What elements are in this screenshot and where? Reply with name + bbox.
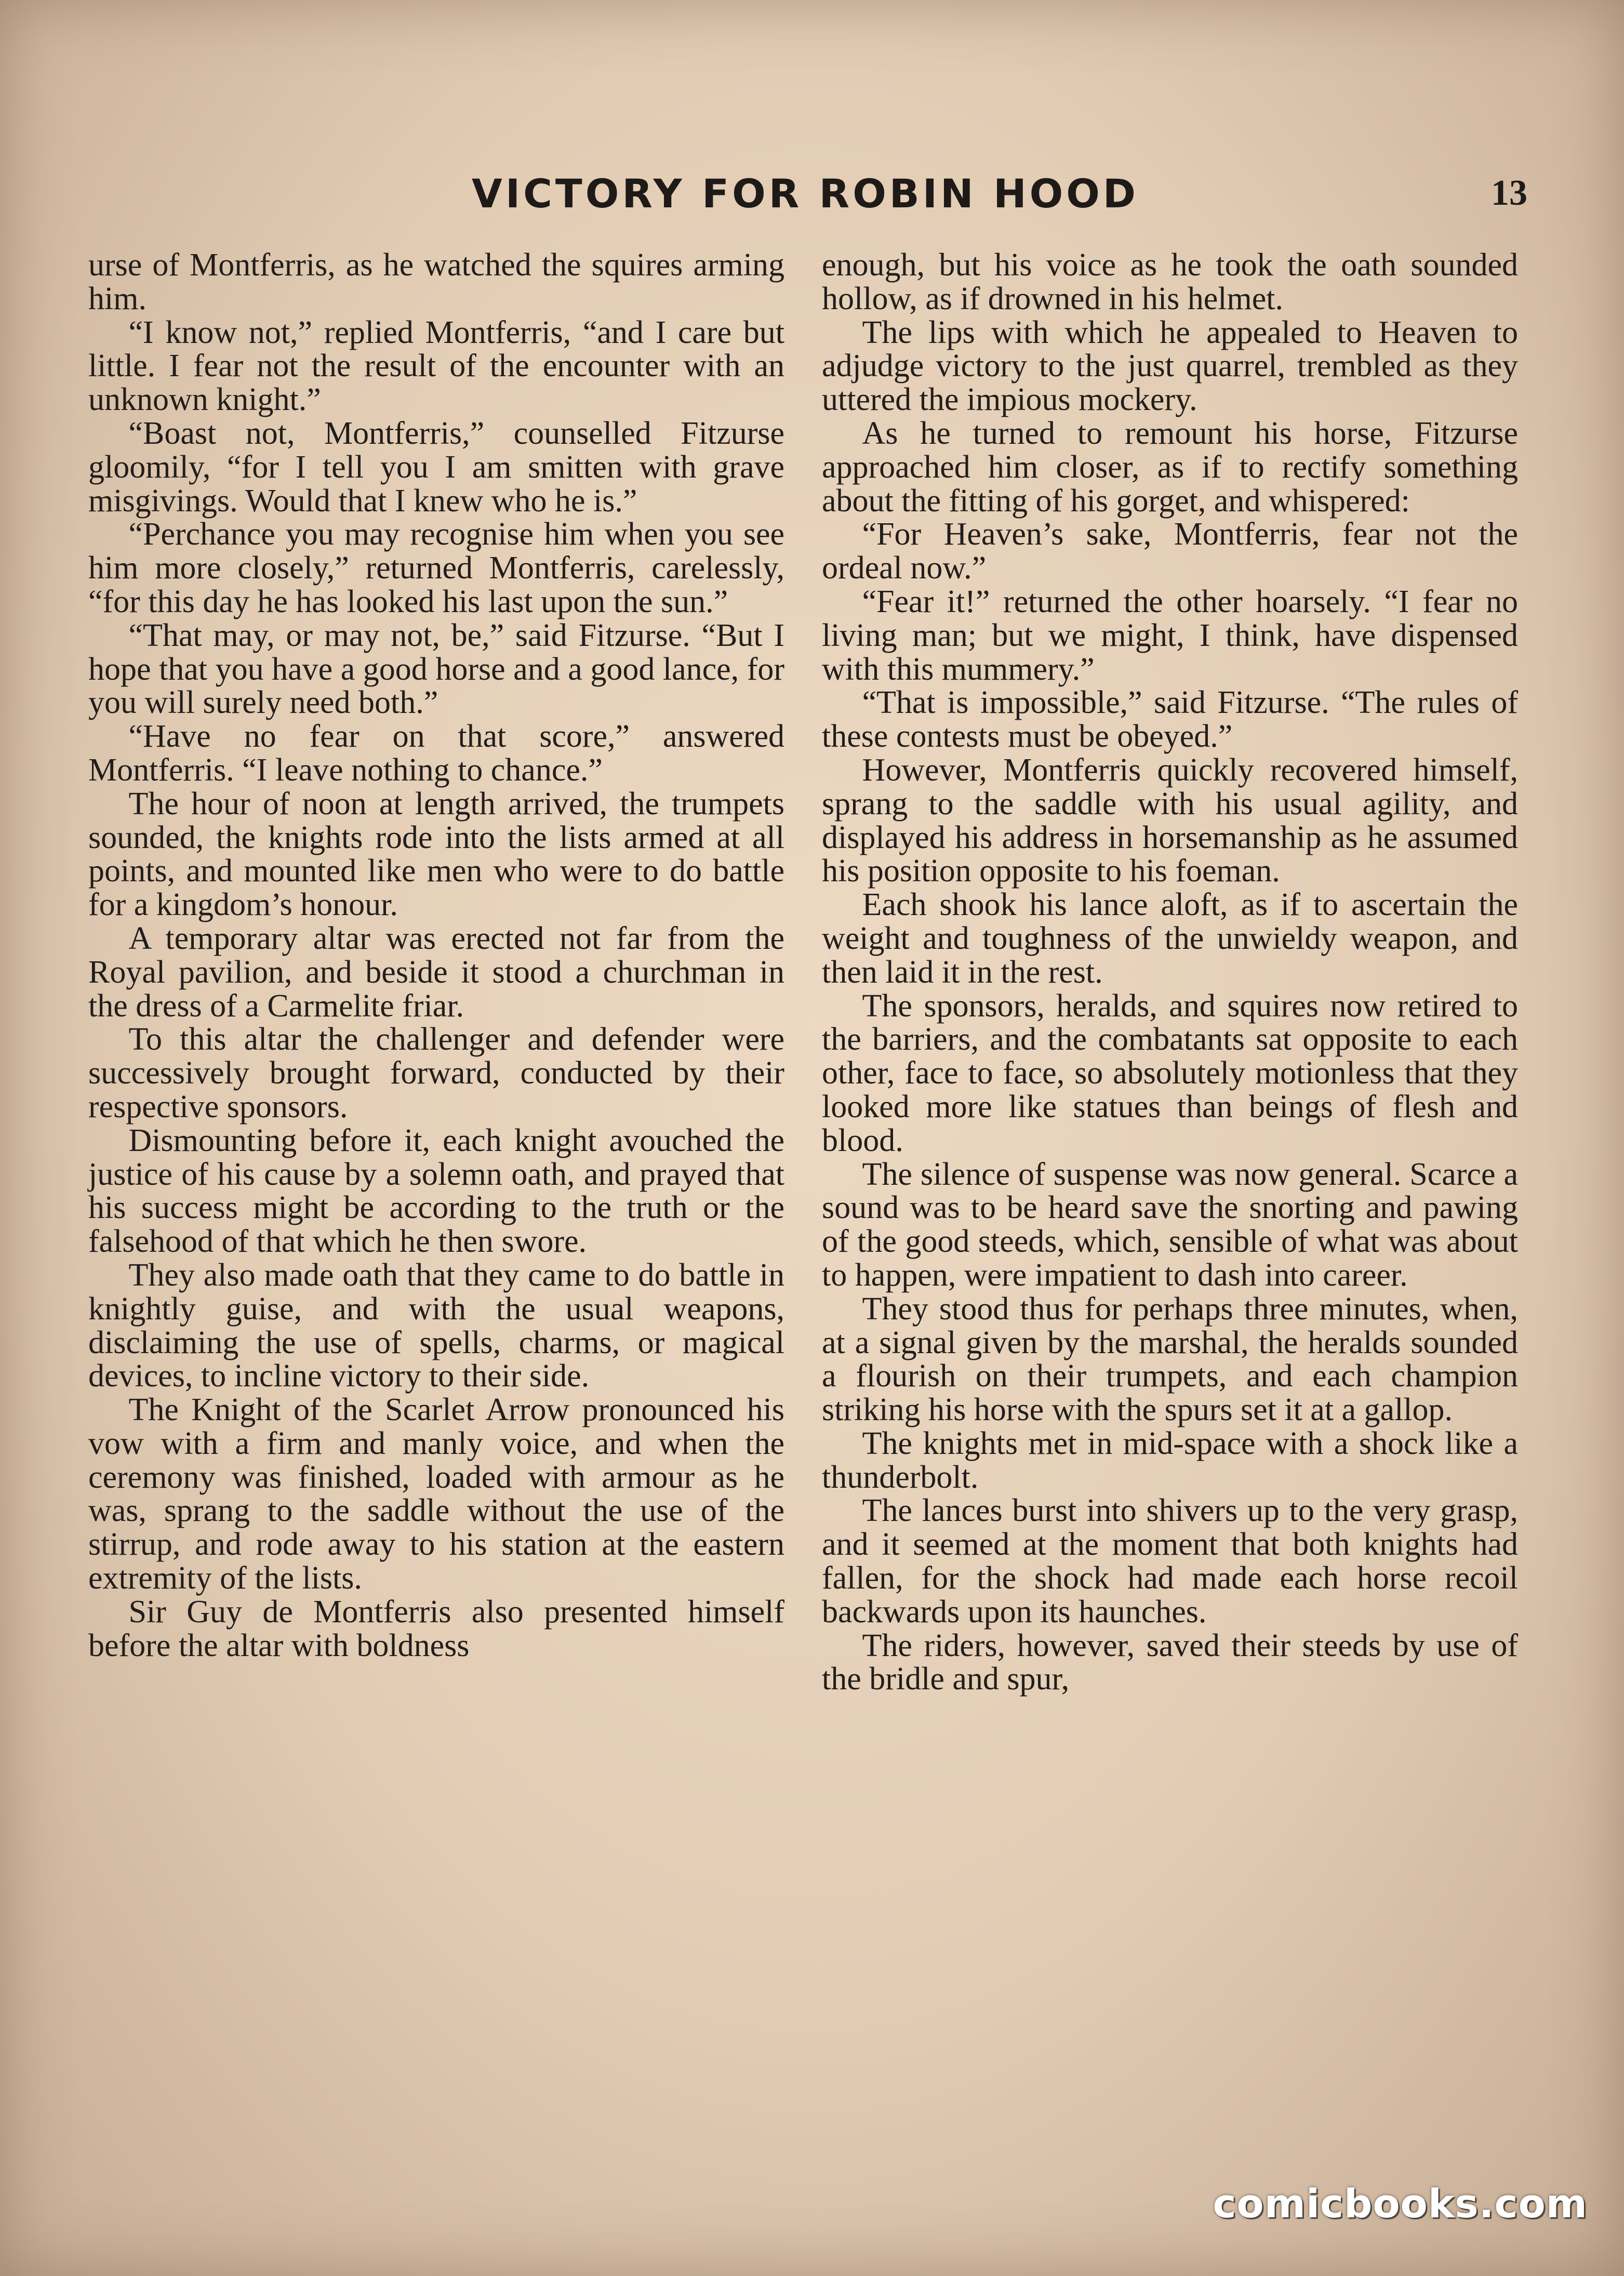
paragraph: “That may, or may not, be,” said Fitzurse. “But I hope that you have a good horse and a good lance, for you will surely need both.” [88,617,784,721]
paragraph: “Fear it!” returned the other hoarsely. “I fear no living man; but we might, I think, have dispensed with this mummery.” [822,584,1518,687]
page-header [83,170,1527,217]
paragraph: A temporary altar was erected not far from the Royal pavilion, and beside it stood a churchman in the dress of a Carmelite friar. [88,920,784,1024]
paragraph: enough, but his voice as he took the oath sounded hollow, as if drowned in his helmet. [822,247,1518,316]
paragraph: urse of Montferris, as he watched the squires arming him. [88,247,784,316]
paragraph: “Have no fear on that score,” answered Montferris. “I leave nothing to chance.” [88,719,784,788]
paragraph: “I know not,” replied Montferris, “and I care but little. I fear not the result of the encounter with an unknown knight.” [88,314,784,418]
running-title: VICTORY FOR ROBIN HOOD [472,170,1139,217]
paragraph: The knights met in mid-space with a shock like a thunderbolt. [822,1425,1518,1495]
paragraph: The silence of suspense was now general. Scarce a sound was to be heard save the snorting and pawing of the good steeds, which, sensible of what was about to happen, were impatient to dash into career. [822,1156,1518,1293]
paragraph: “Boast not, Montferris,” counselled Fitzurse gloomily, “for I tell you I am smitten with grave misgivings. Would that I knew who he is.” [88,415,784,519]
right-column [822,248,1518,1696]
paragraph: The lips with which he appealed to Heaven to adjudge victory to the just quarrel, trembled as they uttered the impious mockery. [822,314,1518,418]
paragraph: The Knight of the Scarlet Arrow pronounced his vow with a firm and manly voice, and when the ceremony was finished, loaded with armour as he was, sprang to the saddle without the use of the stirrup, and rode away to his station at the eastern extremity of the lists. [88,1392,784,1596]
paragraph: Dismounting before it, each knight avouched the justice of his cause by a solemn oath, and prayed that his success might be according to the truth or the falsehood of that which he then swore. [88,1122,784,1260]
paragraph: “That is impossible,” said Fitzurse. “The rules of these contests must be obeyed.” [822,685,1518,755]
paragraph: However, Montferris quickly recovered himself, sprang to the saddle with his usual agility, and displayed his address in horsemanship as he assumed his position opposite to his foeman. [822,752,1518,889]
paragraph: Sir Guy de Montferris also presented himself before the altar with boldness [88,1594,784,1663]
paragraph: As he turned to remount his horse, Fitzurse approached him closer, as if to rectify something about the fitting of his gorget, and whispered: [822,415,1518,519]
paragraph: “For Heaven’s sake, Montferris, fear not the ordeal now.” [822,517,1518,586]
left-column [88,248,784,1662]
page-number: 13 [1491,173,1527,213]
site-watermark: comicbooks.com [1213,2180,1588,2227]
paragraph: “Perchance you may recognise him when you see him more closely,” returned Montferris, carelessly, “for this day he has looked his last upon the sun.” [88,517,784,619]
paragraph: To this altar the challenger and defender were successively brought forward, conducted by their respective sponsors. [88,1022,784,1124]
paragraph: They stood thus for perhaps three minutes, when, at a signal given by the marshal, the heralds sounded a flourish on their trumpets, and each champion striking his horse with the spurs set it at a gallop. [822,1291,1518,1428]
paragraph: The sponsors, heralds, and squires now retired to the barriers, and the combatants sat opposite to each other, face to face, so absolutely motionless that they looked more like statues than beings of flesh and blood. [822,988,1518,1158]
paragraph: The hour of noon at length arrived, the trumpets sounded, the knights rode into the lists armed at all points, and mounted like men who were to do battle for a kingdom’s honour. [88,786,784,923]
paragraph: The lances burst into shivers up to the very grasp, and it seemed at the moment that both knights had fallen, for the shock had made each horse recoil backwards upon its haunches. [822,1493,1518,1630]
paragraph: The riders, however, saved their steeds by use of the bridle and spur, [822,1627,1518,1697]
paragraph: They also made oath that they came to do battle in knightly guise, and with the usual weapons, disclaiming the use of spells, charms, or magical devices, to incline victory to their side. [88,1257,784,1394]
paragraph: Each shook his lance aloft, as if to ascertain the weight and toughness of the unwieldy weapon, and then laid it in the rest. [822,887,1518,990]
